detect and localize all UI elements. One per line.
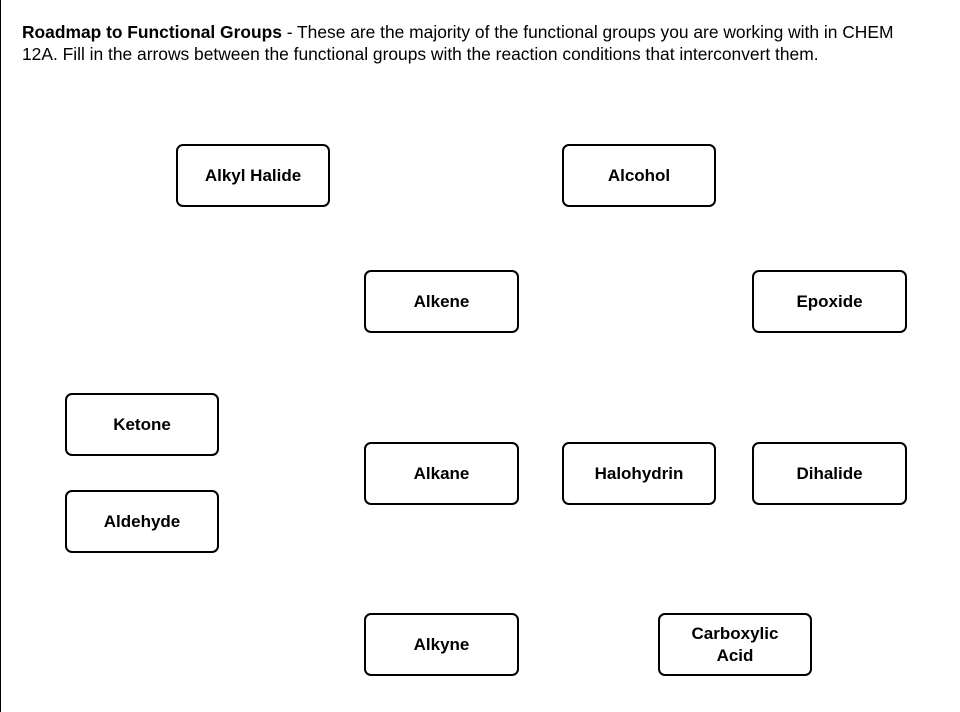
functional-group-box-alkene (364, 270, 519, 333)
functional-group-box-alcohol (562, 144, 716, 207)
functional-group-label: Halohydrin (594, 463, 684, 483)
functional-group-label: Carboxylic Acid (691, 623, 779, 665)
functional-group-label: Dihalide (796, 463, 863, 483)
functional-group-label: Alkane (413, 463, 470, 483)
functional-group-label: Alcohol (607, 165, 671, 185)
functional-group-box-alkane (364, 442, 519, 505)
functional-group-label: Alkyl Halide (204, 165, 302, 185)
worksheet-title: Roadmap to Functional Groups (22, 22, 282, 42)
functional-group-box-alkyne (364, 613, 519, 676)
functional-group-box-aldehyde (65, 490, 219, 553)
functional-group-box-dihalide (752, 442, 907, 505)
worksheet-instructions: - These are the majority of the functional groups you are working with in CHEM 12A. Fill in the arrows between the functional groups with the reaction conditions that interconvert them. (22, 22, 894, 64)
page-left-border (0, 0, 1, 712)
functional-group-box-carboxylic-acid (658, 613, 812, 676)
functional-group-label: Alkene (413, 291, 470, 311)
functional-group-box-alkyl-halide (176, 144, 330, 207)
functional-group-box-halohydrin (562, 442, 716, 505)
functional-group-box-epoxide (752, 270, 907, 333)
functional-group-label: Aldehyde (103, 511, 181, 531)
worksheet-header (22, 21, 922, 65)
functional-group-label: Ketone (113, 414, 171, 434)
functional-group-label: Epoxide (796, 291, 863, 311)
functional-group-label: Alkyne (413, 634, 470, 654)
functional-group-box-ketone (65, 393, 219, 456)
